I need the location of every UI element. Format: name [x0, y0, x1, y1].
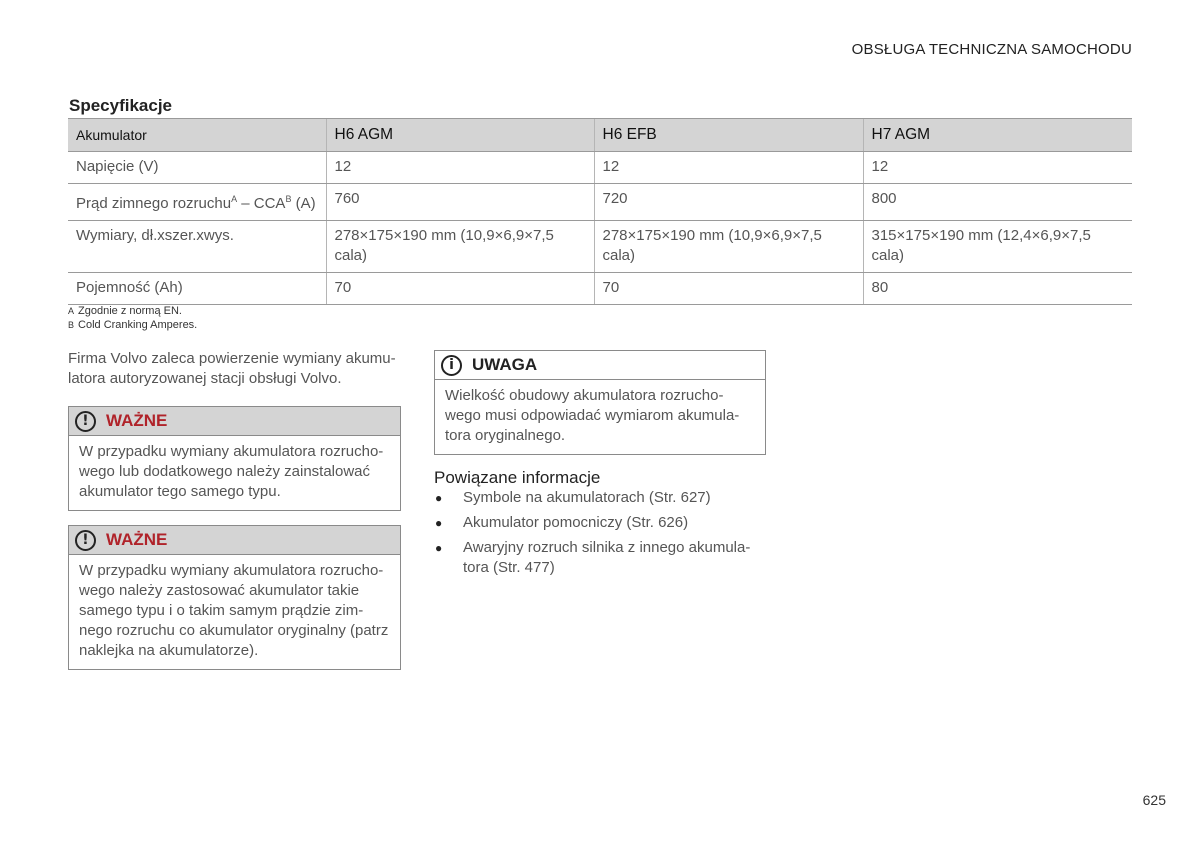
table-cell: 12 [863, 152, 1132, 184]
related-list [434, 488, 764, 583]
table-cell: 12 [594, 152, 863, 184]
related-link[interactable]: ● Akumulator pomocniczy (Str. 626) [435, 514, 689, 531]
notice-title: WAŻNE [106, 530, 168, 549]
row-label: Wymiary, dł.xszer.xwys. [68, 221, 326, 273]
notice-title: WAŻNE [106, 411, 168, 430]
bullet-icon: ● [435, 491, 443, 505]
info-icon: i [441, 355, 462, 376]
column-header-h6-agm: H6 AGM [326, 119, 594, 152]
table-cell: 70 [594, 273, 863, 305]
table-cell: 720 [594, 184, 863, 221]
footnote: A Zgodnie z normą EN. [68, 305, 182, 317]
column-header-h6-efb: H6 EFB [594, 119, 863, 152]
table-cell: 800 [863, 184, 1132, 221]
important-notice-2 [68, 525, 401, 670]
column-header-h7-agm: H7 AGM [863, 119, 1132, 152]
bullet-icon: ● [435, 541, 443, 555]
page-number: 625 [1142, 792, 1166, 808]
notice-title: UWAGA [472, 355, 538, 374]
notice-body: W przypadku wymiany akumulatora rozrucho-wego lub dodatkowego należy zainstalować akumulator tego samego typu. [79, 443, 384, 500]
table-row [68, 221, 1132, 273]
related-link[interactable]: ● Awaryjny rozruch silnika z innego akumula-tora (Str. 477) [435, 539, 751, 576]
notice-header [69, 407, 400, 436]
spec-heading: Specyfikacje [69, 96, 173, 115]
row-label: Napięcie (V) [68, 152, 326, 184]
table-row [68, 152, 1132, 184]
table-cell: 315×175×190 mm (12,4×6,9×7,5 cala) [863, 221, 1132, 273]
page-header-title: OBSŁUGA TECHNICZNA SAMOCHODU [851, 41, 1132, 58]
table-cell: 80 [863, 273, 1132, 305]
intro-paragraph: Firma Volvo zaleca powierzenie wymiany akumu-latora autoryzowanej stacji obsługi Volvo. [68, 350, 396, 387]
footnote-ref-a: A [231, 194, 238, 204]
notice-body: W przypadku wymiany akumulatora rozrucho-wego należy zastosować akumulator takie samego typu i o takim samym prądzie zim-nego rozruchu co akumulator oryginalny (patrz naklejka na akumulatorze). [79, 562, 389, 659]
exclamation-icon: ! [75, 411, 96, 432]
table-cell: 278×175×190 mm (10,9×6,9×7,5 cala) [326, 221, 594, 273]
notice-header [69, 526, 400, 555]
spec-table [68, 118, 1132, 305]
table-cell: 12 [326, 152, 594, 184]
table-row [68, 273, 1132, 305]
footnote-ref-b: B [285, 194, 292, 204]
table-cell: 278×175×190 mm (10,9×6,9×7,5 cala) [594, 221, 863, 273]
exclamation-icon: ! [75, 530, 96, 551]
table-row [68, 184, 1132, 221]
related-link[interactable]: ● Symbole na akumulatorach (Str. 627) [435, 489, 711, 506]
related-heading: Powiązane informacje [434, 468, 601, 487]
column-header-battery: Akumulator [68, 119, 326, 152]
notice-header [435, 351, 765, 380]
table-cell: 760 [326, 184, 594, 221]
table-cell: 70 [326, 273, 594, 305]
spec-table-header-row [68, 119, 1132, 152]
footnotes [68, 304, 197, 332]
row-label: Pojemność (Ah) [68, 273, 326, 305]
note-notice [434, 350, 766, 455]
footnote: B Cold Cranking Amperes. [68, 319, 198, 331]
notice-body: Wielkość obudowy akumulatora rozrucho-wego musi odpowiadać wymiarom akumula-tora oryginalnego. [445, 387, 740, 444]
row-label: Prąd zimnego rozruchu$^A$ – $CCA^B$ (A) [68, 184, 326, 221]
important-notice-1 [68, 406, 401, 511]
bullet-icon: ● [435, 516, 443, 530]
